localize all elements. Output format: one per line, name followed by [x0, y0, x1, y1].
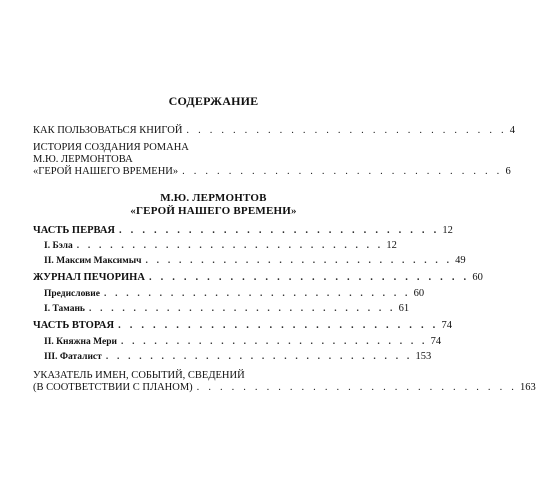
toc-entry-label: II. Княжна Мери [44, 337, 117, 347]
leader-dots: . . . . . . . . . . . . . . . . . . . . . . . . . . . . [145, 256, 453, 266]
toc-entry-label: ЧАСТЬ ПЕРВАЯ [33, 225, 116, 236]
toc-entry-maksim-maksimych[interactable] [44, 255, 466, 267]
toc-entry-page: 61 [398, 303, 410, 314]
toc-entry-label: «ГЕРОЙ НАШЕГО ВРЕМЕНИ» [33, 166, 179, 177]
toc-entry-page: 12 [386, 240, 397, 251]
leader-dots: . . . . . . . . . . . . . . . . . . . . . . . . . . . . [118, 320, 439, 331]
leader-dots: . . . . . . . . . . . . . . . . . . . . . . . . . . . . [103, 289, 411, 299]
leader-dots: . . . . . . . . . . . . . . . . . . . . . . . . . . . . [76, 241, 384, 251]
toc-entry-page: 74 [441, 320, 452, 331]
leader-dots: . . . . . . . . . . . . . . . . . . . . . . . . . . . . [120, 337, 428, 347]
toc-entry-label: I. Тамань [44, 304, 85, 314]
toc-entry-history[interactable] [33, 166, 511, 178]
toc-entry-index[interactable] [33, 382, 536, 394]
leader-dots: . . . . . . . . . . . . . . . . . . . . . . . . . . . . [105, 352, 413, 362]
toc-entry-label: (В СООТВЕТСТВИИ С ПЛАНОМ) [33, 382, 193, 393]
history-line-2: М.Ю. ЛЕРМОНТОВА [33, 154, 133, 165]
history-line-1: ИСТОРИЯ СОЗДАНИЯ РОМАНА [33, 142, 189, 153]
contents-title: СОДЕРЖАНИЕ [168, 94, 259, 108]
toc-entry-princess-mary[interactable] [44, 336, 442, 348]
leader-dots: . . . . . . . . . . . . . . . . . . . . . . . . . . . . [186, 125, 507, 136]
toc-entry-part-1[interactable] [33, 225, 453, 237]
toc-entry-label: КАК ПОЛЬЗОВАТЬСЯ КНИГОЙ [33, 125, 183, 136]
index-line-1: УКАЗАТЕЛЬ ИМЕН, СОБЫТИЙ, СВЕДЕНИЙ [33, 370, 245, 381]
toc-entry-part-2[interactable] [33, 320, 452, 332]
toc-entry-preface[interactable] [44, 288, 425, 300]
toc-entry-pechorin-journal[interactable] [33, 272, 483, 284]
toc-entry-label: III. Фаталист [44, 352, 102, 362]
toc-entry-page: 4 [509, 125, 516, 136]
toc-entry-label: I. Бэла [44, 241, 73, 251]
toc-entry-label: ЧАСТЬ ВТОРАЯ [33, 320, 115, 331]
toc-entry-page: 60 [413, 288, 425, 299]
toc-entry-label: ЖУРНАЛ ПЕЧОРИНА [33, 272, 145, 283]
toc-entry-bela[interactable] [44, 240, 397, 252]
toc-entry-label: II. Максим Максимыч [44, 256, 142, 266]
toc-entry-label: Предисловие [44, 289, 100, 299]
toc-entry-page: 74 [430, 336, 442, 347]
novel-title: «ГЕРОЙ НАШЕГО ВРЕМЕНИ» [130, 205, 297, 217]
toc-entry-taman[interactable] [44, 303, 410, 315]
leader-dots: . . . . . . . . . . . . . . . . . . . . . . . . . . . . [196, 382, 518, 393]
novel-author: М.Ю. ЛЕРМОНТОВ [160, 192, 267, 204]
toc-entry-page: 6 [505, 166, 511, 177]
leader-dots: . . . . . . . . . . . . . . . . . . . . . . . . . . . . [182, 166, 503, 177]
leader-dots: . . . . . . . . . . . . . . . . . . . . . . . . . . . . [148, 272, 470, 283]
leader-dots: . . . . . . . . . . . . . . . . . . . . . . . . . . . . [119, 225, 440, 236]
toc-entry-page: 163 [520, 382, 536, 393]
toc-entry-fatalist[interactable] [44, 351, 432, 363]
toc-entry-page: 49 [455, 255, 466, 266]
toc-entry-page: 60 [472, 272, 483, 283]
leader-dots: . . . . . . . . . . . . . . . . . . . . . . . . . . . . [88, 304, 396, 314]
toc-entry-page: 12 [442, 225, 453, 236]
toc-entry-how-to-use[interactable] [33, 125, 516, 137]
toc-entry-page: 153 [415, 351, 432, 362]
